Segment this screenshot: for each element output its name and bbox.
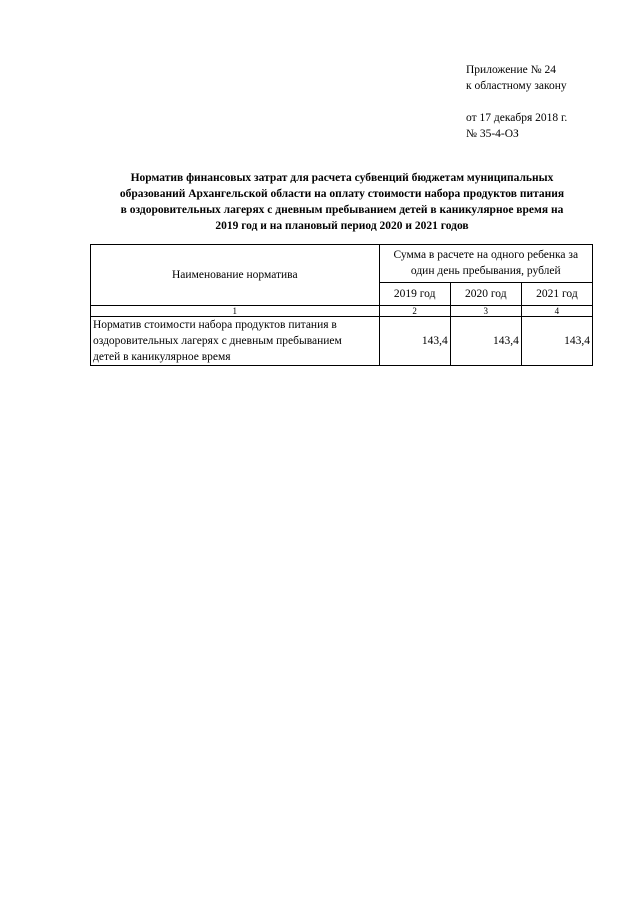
annex-number: Приложение № 24 <box>466 64 556 76</box>
row-name-line: детей в каникулярное время <box>93 351 231 363</box>
title-line: 2019 год и на плановый период 2020 и 2021 годов <box>215 220 469 232</box>
header-norm-name: Наименование норматива <box>91 245 380 306</box>
value-2020: 143,4 <box>450 317 521 366</box>
value-2019: 143,4 <box>379 317 450 366</box>
title-line: в оздоровительных лагерях с дневным пребыванием детей в каникулярное время на <box>120 204 564 216</box>
row-name-line: Норматив стоимости набора продуктов питания в <box>93 319 337 331</box>
title-line: образований Архангельской области на оплату стоимости набора продуктов питания <box>119 188 565 200</box>
annex-date: от 17 декабря 2018 г. <box>466 112 568 124</box>
annex-spacer <box>466 94 636 110</box>
table-header-row <box>91 245 593 283</box>
value-2021: 143,4 <box>521 317 592 366</box>
annex-law-number: № 35-4-ОЗ <box>466 128 519 140</box>
header-year-2021: 2021 год <box>521 282 592 305</box>
annex-law-reference: к областному закону <box>466 80 567 92</box>
header-year-2020: 2020 год <box>450 282 521 305</box>
column-number-row <box>91 306 593 317</box>
column-number: 4 <box>521 306 592 317</box>
title-line: Норматив финансовых затрат для расчета субвенций бюджетам муниципальных <box>130 172 554 184</box>
norm-table <box>90 244 593 366</box>
column-number: 3 <box>450 306 521 317</box>
row-name-line: оздоровительных лагерях с дневным пребыванием <box>93 335 342 347</box>
header-year-2019: 2019 год <box>379 282 450 305</box>
header-sum-per-child: Сумма в расчете на одного ребенка за один день пребывания, рублей <box>379 245 592 283</box>
row-norm-name <box>91 317 380 366</box>
column-number: 2 <box>379 306 450 317</box>
document-title <box>88 170 596 234</box>
annex-header <box>466 62 636 142</box>
column-number: 1 <box>91 306 380 317</box>
table-row <box>91 317 593 366</box>
